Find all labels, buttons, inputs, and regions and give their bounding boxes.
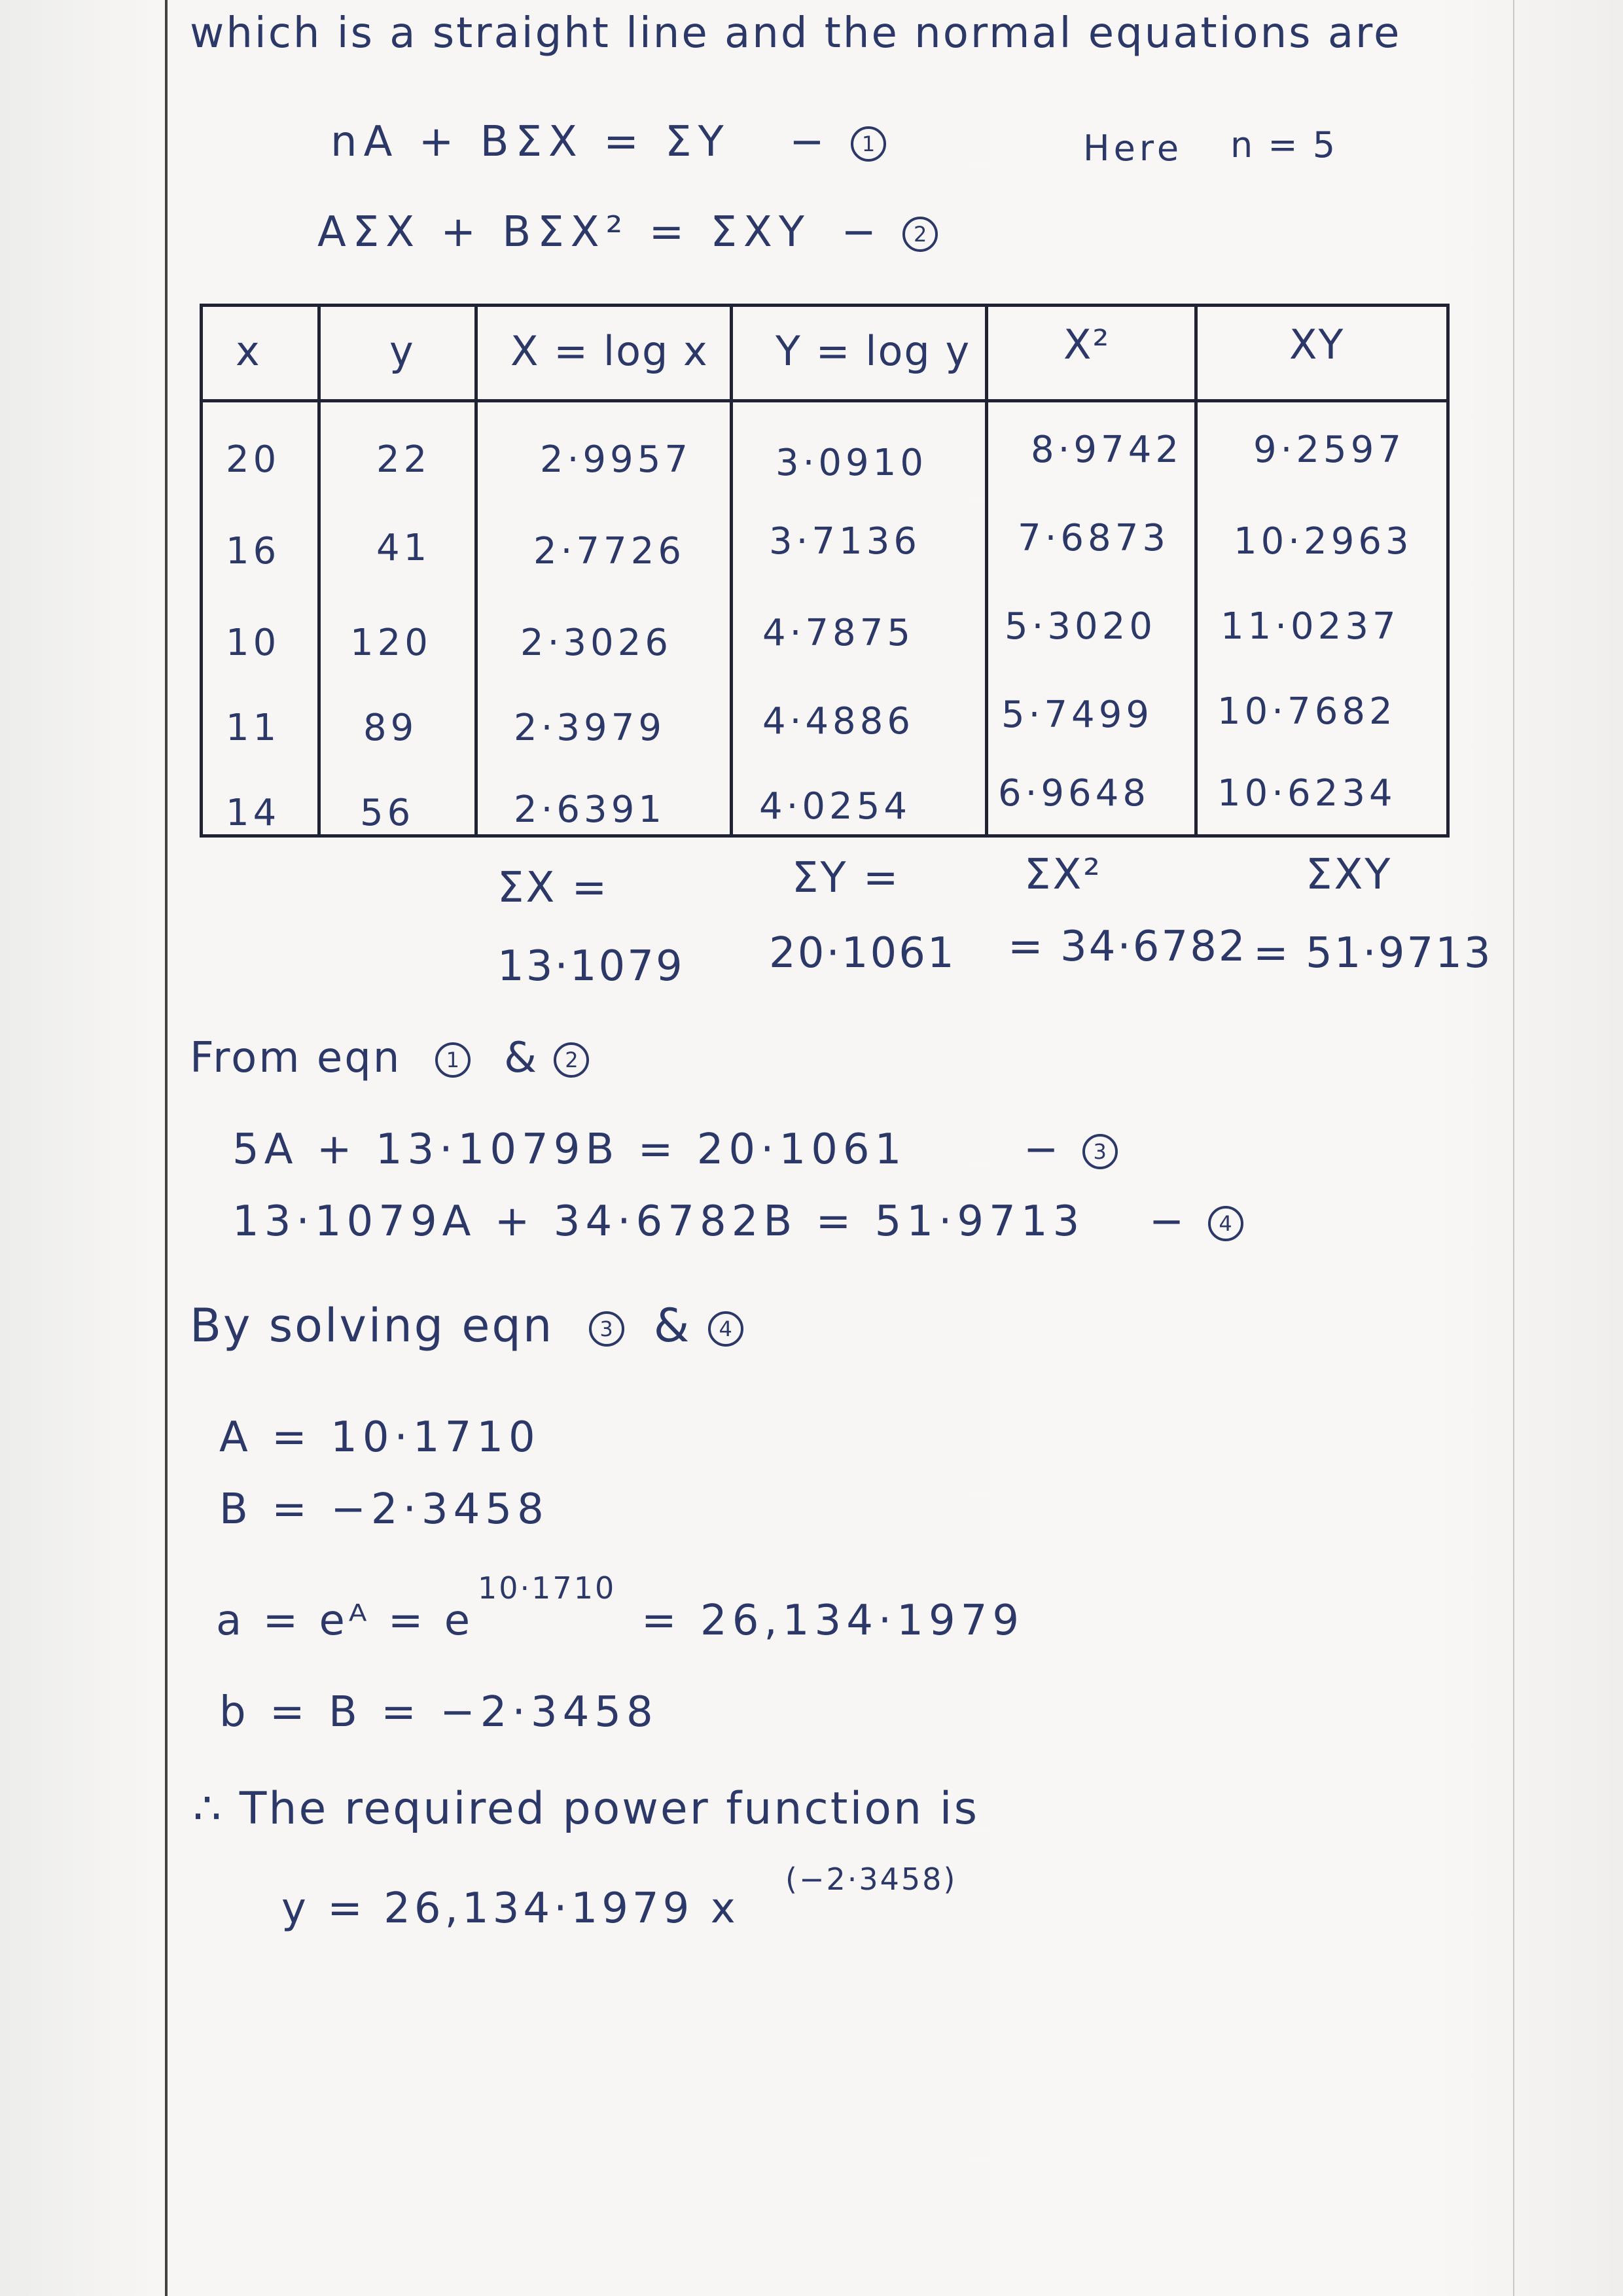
table-col-divider [1194,304,1198,838]
page-edge [1513,0,1514,2296]
table-cell: 2·7726 [533,530,685,573]
table-cell: 11·0237 [1221,605,1400,648]
table-cell: 120 [350,622,432,664]
table-cell: 8·9742 [1031,429,1183,471]
ampersand: & [653,1299,692,1352]
table-bottom-border [200,834,1450,838]
normal-equation-1-text: nA + BΣX = ΣY [330,118,730,166]
a-computation-left: a = eᴬ = e [216,1597,474,1645]
equation-3: 5A + 13·1079B = 20·1061 − 3 [232,1125,1118,1174]
header-x-squared: X² [1063,321,1111,368]
table-col-divider [317,304,321,838]
table-cell: 10·6234 [1217,772,1397,815]
by-solving-line [190,1299,743,1352]
table-top-border [200,304,1450,307]
table-cell: 3·0910 [776,442,927,484]
sum-x-value: 13·1079 [497,942,685,991]
header-x: x [236,327,261,375]
here-label: Here [1083,128,1183,169]
b-value: b = B = −2·3458 [219,1688,658,1737]
from-eqn-line [190,1034,589,1082]
sum-xy-value: = 51·9713 [1253,929,1493,978]
table-cell: 10·7682 [1217,690,1397,733]
header-log-y: Y = log y [776,327,971,375]
intro-sentence: which is a straight line and the normal equations are [190,9,1402,58]
table-cell: 4·4886 [762,700,914,743]
eq-ref-1: 1 [435,1042,471,1078]
table-cell: 41 [376,527,431,569]
normal-equation-2-text: AΣX + BΣX² = ΣXY [317,208,811,256]
B-value: B = −2·3458 [219,1485,549,1534]
header-xy: XY [1289,321,1345,368]
sum-y-label: ΣY = [792,854,901,902]
table-cell: 14 [226,792,281,834]
margin-rule [165,0,168,2296]
table-cell: 7·6873 [1018,517,1169,559]
normal-equation-2: AΣX + BΣX² = ΣXY − 2 [317,208,938,256]
table-cell: 9·2597 [1253,429,1405,471]
table-cell: 5·7499 [1001,694,1153,736]
sum-x2-label: ΣX² [1024,851,1102,899]
eq-tag-1: 1 [851,126,886,162]
a-exponent: 10·1710 [478,1570,616,1606]
n-value: n = 5 [1230,124,1338,166]
conclusion-text: ∴ The required power function is [193,1783,979,1835]
table-cell: 3·7136 [769,520,921,563]
data-table [200,288,1450,838]
table-cell: 2·9957 [540,438,692,481]
final-power-function: y = 26,134·1979 x [281,1884,740,1933]
table-cell: 6·9648 [998,772,1150,815]
final-exponent: (−2·3458) [785,1862,957,1897]
table-cell: 11 [226,707,281,749]
table-left-border [200,304,203,838]
table-cell: 4·0254 [759,785,911,828]
table-cell: 56 [360,792,415,834]
eq-tag-4: 4 [1208,1206,1243,1241]
table-cell: 2·3026 [520,622,672,664]
table-cell: 20 [226,438,281,481]
by-solving-text: By solving eqn [190,1299,554,1352]
table-cell: 2·6391 [514,788,666,831]
table-cell: 89 [363,707,418,749]
table-col-divider [474,304,478,838]
table-cell: 10 [226,622,281,664]
sum-y-value: 20·1061 [769,929,956,978]
ampersand: & [504,1034,539,1082]
sum-x-label: ΣX = [497,864,609,912]
header-log-x: X = log x [510,327,709,375]
eq-ref-4: 4 [708,1311,743,1347]
table-cell: 22 [376,438,431,481]
eq-ref-2: 2 [554,1042,589,1078]
table-col-divider [730,304,733,838]
table-cell: 16 [226,530,281,573]
eq-tag-3: 3 [1082,1134,1118,1169]
table-cell: 4·7875 [762,612,914,654]
table-cell: 5·3020 [1005,605,1156,648]
sum-xy-label: ΣXY [1306,851,1393,899]
header-y: y [389,327,415,375]
A-value: A = 10·1710 [219,1413,541,1462]
normal-equation-1: nA + BΣX = ΣY − 1 [330,118,886,166]
equation-4-text: 13·1079A + 34·6782B = 51·9713 [232,1197,1085,1246]
a-computation-right: = 26,134·1979 [641,1597,1025,1645]
table-cell: 2·3979 [514,707,666,749]
table-header-border [200,399,1450,402]
sum-x2-value: = 34·6782 [1008,923,1247,971]
table-cell: 10·2963 [1234,520,1413,563]
eq-ref-3: 3 [589,1311,624,1347]
eq-tag-2: 2 [902,217,938,252]
table-right-border [1446,304,1450,838]
from-eqn-text: From eqn [190,1034,402,1082]
table-col-divider [985,304,988,838]
equation-4: 13·1079A + 34·6782B = 51·9713 − 4 [232,1197,1243,1246]
equation-3-text: 5A + 13·1079B = 20·1061 [232,1125,907,1174]
